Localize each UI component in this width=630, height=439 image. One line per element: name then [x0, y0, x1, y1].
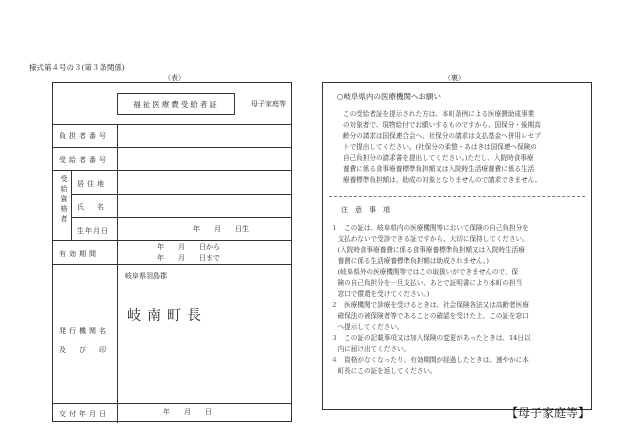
- intro-text: [343, 109, 541, 186]
- note-line: へ提示してください。: [331, 323, 404, 331]
- separator-dashed: [329, 196, 585, 197]
- category-stamp: 【母子家庭等】: [506, 406, 591, 420]
- intro-line: 療養標準負担額は、助成の対象となりませんので請求できません。: [343, 176, 542, 184]
- note-line: 養費に係る生活療養標準負担額は助成されません。): [331, 257, 489, 265]
- intro-line: この受給者証を提示された方は、本町条例による医療費助成事業: [343, 110, 535, 118]
- issue-date-label: 交付年月日: [59, 410, 109, 418]
- issue-date-value: 年 月 日: [163, 408, 212, 416]
- issuer-label: 発行機関名: [59, 327, 109, 335]
- burden-number-label: 負担者番号: [59, 132, 109, 140]
- recipient-group-label: 受給資格者: [60, 175, 68, 225]
- notes-title: 注 意 事 項: [341, 206, 390, 214]
- address-label: 居住地: [77, 180, 107, 188]
- birth-value: 年 月 日生: [193, 225, 249, 233]
- valid-to: 年 月 日まで: [157, 254, 220, 262]
- intro-line: 自己負担分の請求書を提出してください。)ただし、入院時食事療: [343, 154, 534, 162]
- note-line: 町長にこの証を返してください。: [331, 367, 437, 375]
- note-line: 窓口で償還を受けてください。): [331, 290, 430, 298]
- back-heading: ○岐阜県内の医療機関へお願い: [337, 92, 442, 101]
- note-line: 内に届け出てください。: [331, 345, 411, 353]
- valid-from: 年 月 日から: [157, 243, 220, 251]
- intro-line: 養費に係る食事療養標準負担額又は入院時生活療養費に係る生活: [343, 165, 535, 173]
- intro-line: 齢分の請求は国保連合会へ、社保分の請求は支払基金へ併用レセプ: [343, 132, 541, 140]
- note-line: １ この証は、岐阜県内の医療機関等において保険の自己負担分を: [331, 224, 529, 232]
- name-label: 氏 名: [77, 203, 107, 211]
- card-category: 母子家庭等: [251, 100, 286, 108]
- validity-label: 有効期間: [59, 250, 99, 258]
- card-title: 福祉医療費受給者証: [117, 93, 235, 115]
- card-front: [52, 82, 292, 422]
- note-line: (岐阜県外の医療機関等ではこの取扱いができませんので、保: [331, 268, 519, 276]
- note-line: 険の自己負担分を一旦支払い、あとで証明書により本町の担当: [331, 279, 523, 287]
- issuer-seal-label: 及 び 印: [59, 346, 109, 354]
- front-side-label: （表）: [164, 74, 185, 82]
- note-line: ４ 資格がなくなったり、有効期間が経過したときは、速やかに本: [331, 356, 529, 364]
- note-line: ３ この証の記載事項又は加入保険の変更があったときは、14日以: [331, 334, 531, 342]
- note-line: ２ 医療機関で診療を受けるときは、社会保険各法又は高齢者医療: [331, 301, 529, 309]
- form-reference: 様式第４号の３(第３条関係): [29, 63, 125, 72]
- birth-label: 生年月日: [77, 227, 109, 235]
- intro-line: の対象者で、現物給付でお願いするものですから、国保分・後期高: [343, 121, 541, 129]
- issuer-name: 岐南町長: [127, 308, 207, 324]
- note-line: 確保法の被保険者等であることの確認を受けた上、この証を窓口: [331, 312, 529, 320]
- note-line: 支払わないで受診できる証ですから、大切に保持してください。: [331, 235, 529, 243]
- intro-line: トで提出してください。(社保分の柔整・あはきは国保連へ保険の: [343, 143, 537, 151]
- card-back: [322, 82, 592, 410]
- issuer-county: 岐阜県羽島郡: [125, 272, 167, 280]
- recipient-number-label: 受給者番号: [59, 156, 109, 164]
- back-side-label: （裏）: [444, 74, 465, 82]
- notes-list: [331, 223, 531, 377]
- note-line: (入院時食事療養費に係る食事療養標準負担額又は入院時生活療: [331, 246, 525, 254]
